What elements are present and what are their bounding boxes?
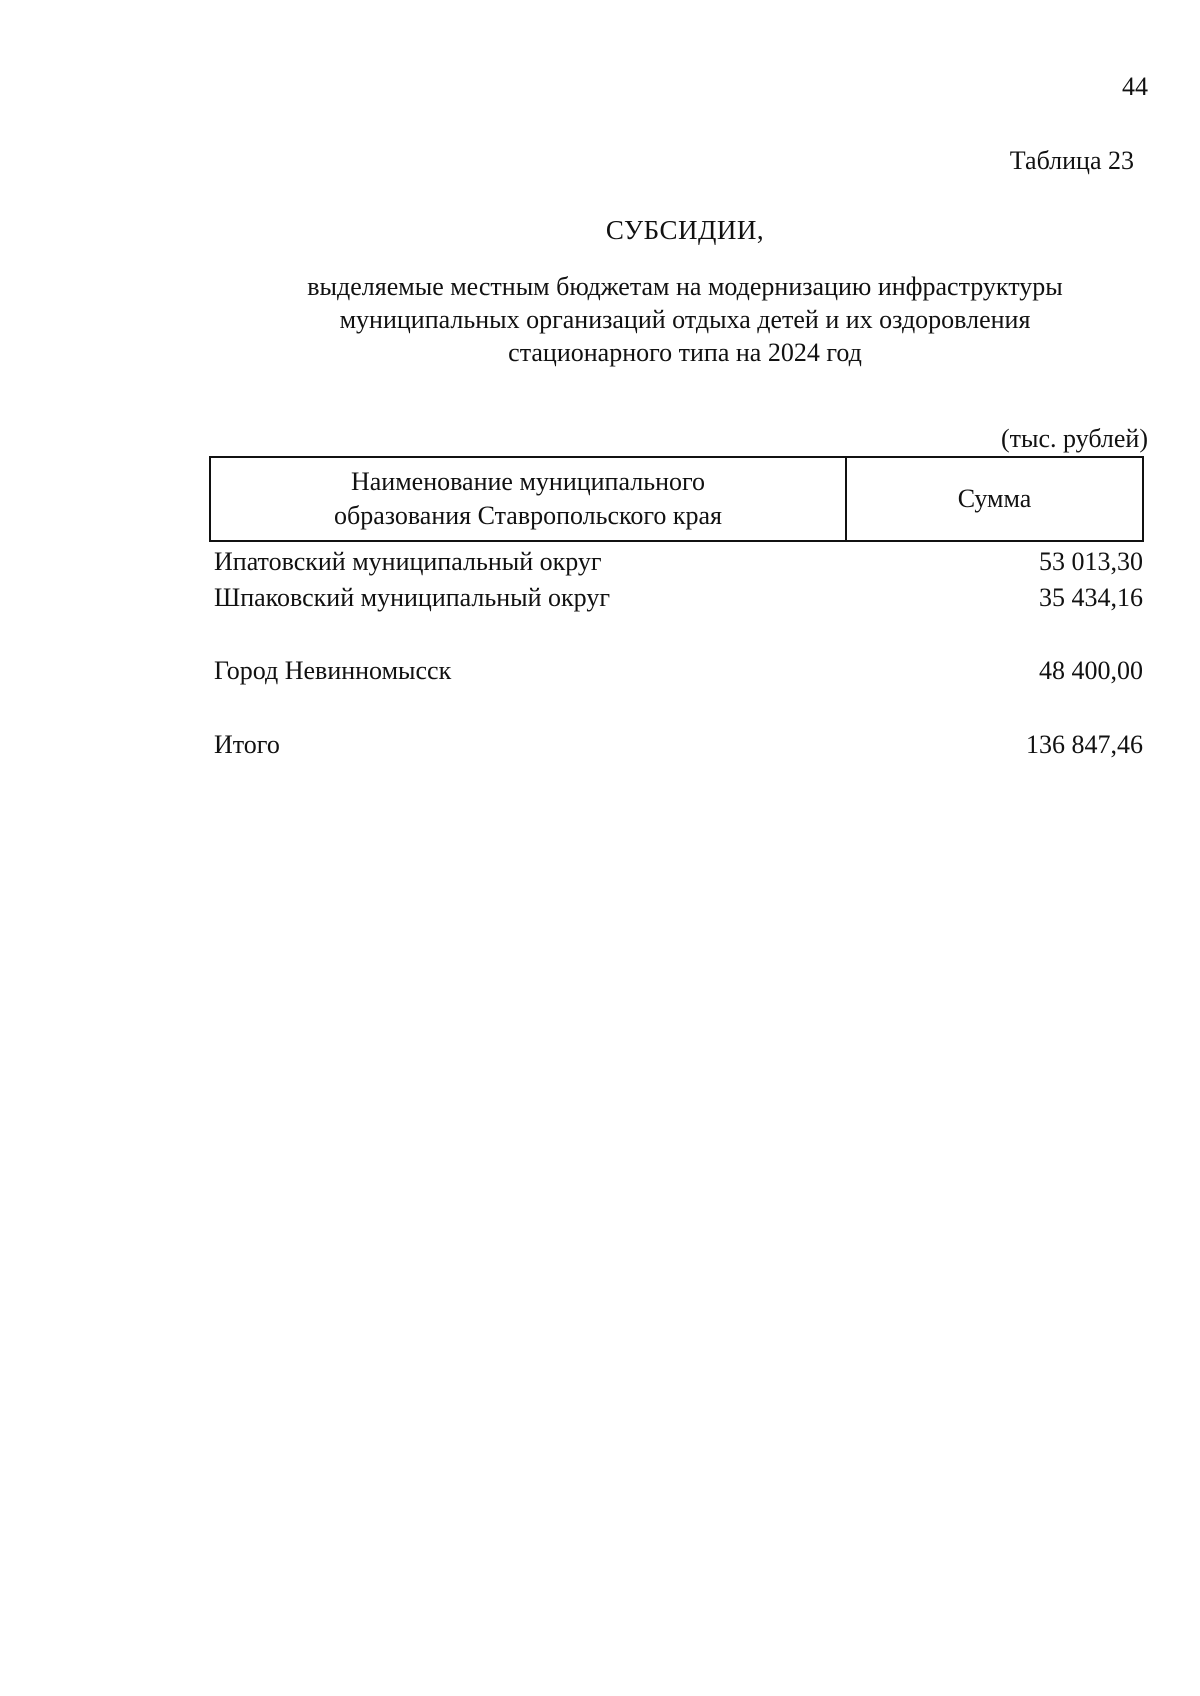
header-cell-name: [210, 457, 846, 541]
table-header: [209, 456, 1144, 542]
row-value: 48 400,00: [1039, 656, 1143, 685]
subtitle-line-3: стационарного типа на 2024 год: [508, 338, 862, 367]
row-value: 53 013,30: [1039, 547, 1143, 576]
row-name: Шпаковский муниципальный округ: [214, 583, 610, 612]
row-value: 35 434,16: [1039, 583, 1143, 612]
subtitle-line-1: выделяемые местным бюджетам на модернизацию инфраструктуры: [307, 272, 1063, 301]
subtitle-line-2: муниципальных организаций отдыха детей и их оздоровления: [339, 305, 1031, 334]
header-name-line-2: образования Ставропольского края: [333, 501, 723, 530]
table-row: [214, 656, 1143, 688]
table-row: [214, 583, 1143, 615]
table-row: [214, 547, 1143, 579]
row-name: Ипатовский муниципальный округ: [214, 547, 602, 576]
total-label: Итого: [214, 730, 280, 759]
row-name: Город Невинномысск: [214, 656, 452, 685]
document-subtitle: [260, 270, 1110, 369]
total-row: [214, 730, 1143, 762]
header-name-line-1: Наименование муниципального: [350, 467, 706, 496]
units-label: (тыс. рублей): [1000, 424, 1148, 453]
header-cell-sum: Сумма: [846, 457, 1143, 541]
document-title: СУБСИДИИ,: [605, 215, 765, 245]
page-number: 44: [1122, 72, 1148, 101]
table-label: Таблица 23: [1009, 146, 1134, 175]
total-value: 136 847,46: [1026, 730, 1143, 759]
